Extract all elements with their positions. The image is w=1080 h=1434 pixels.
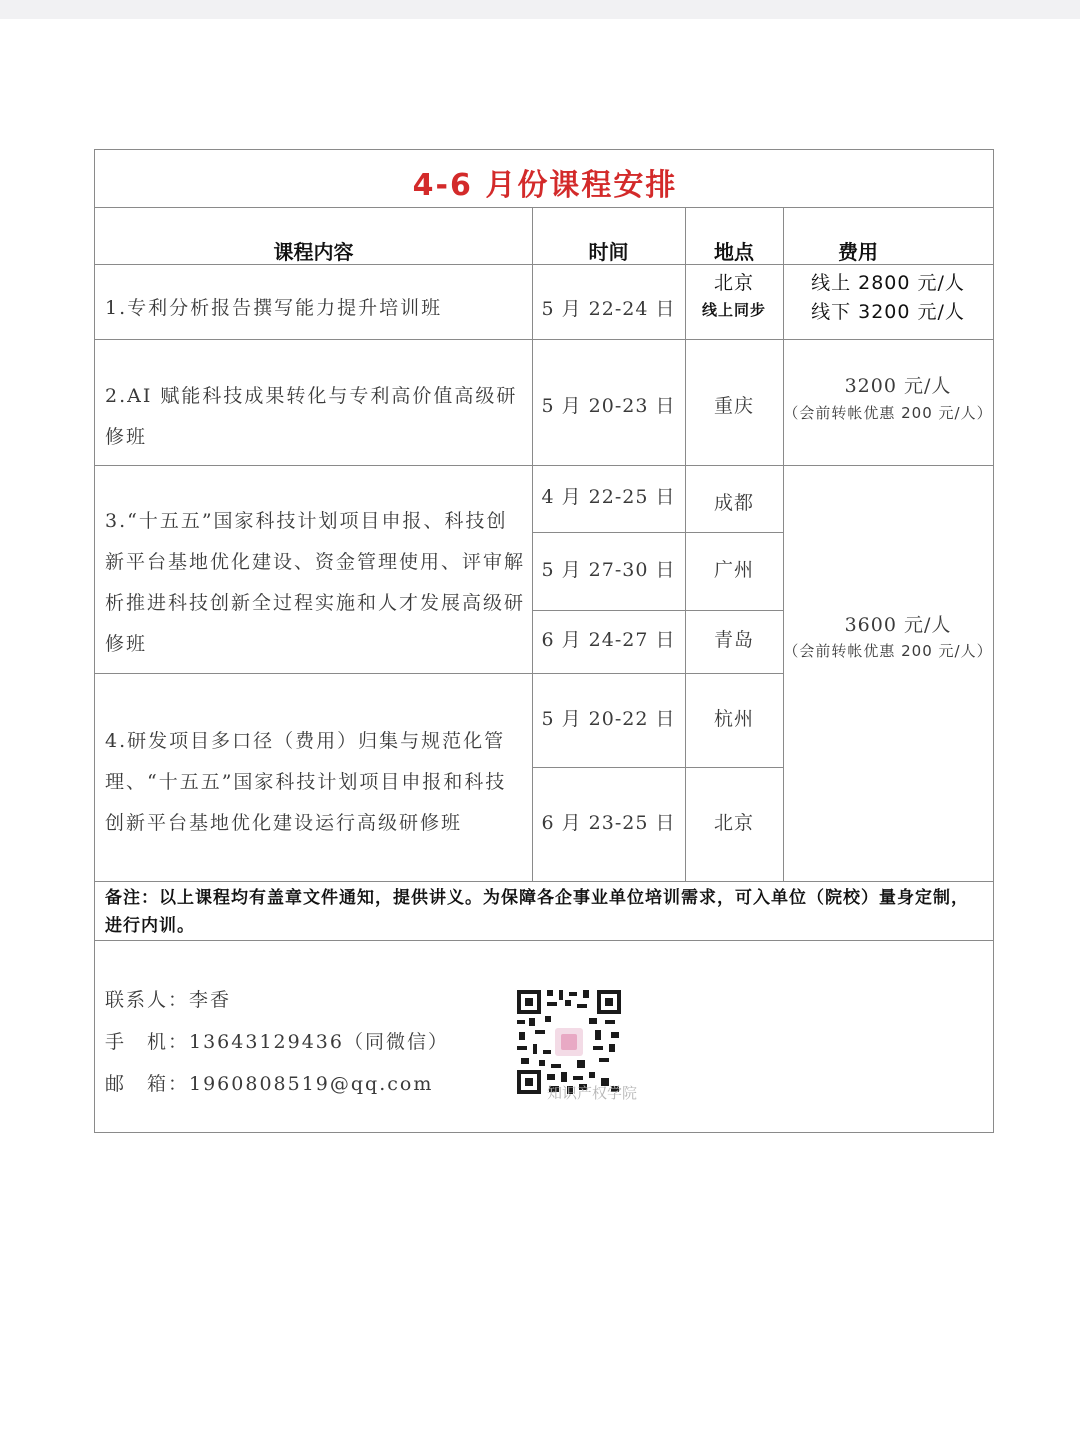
rule	[532, 767, 783, 768]
course-4-session-1-location: 杭州	[713, 708, 754, 730]
course-1-time: 5 月 22-24 日	[541, 298, 676, 320]
course-4-session-2-location: 北京	[713, 812, 754, 834]
course-1-location: 北京	[713, 272, 754, 294]
header-content: 课程内容	[273, 240, 354, 264]
course-1-location-note: 线上同步	[701, 301, 766, 319]
remark-note: 备注：以上课程均有盖章文件通知，提供讲义。为保障各企事业单位培训需求，可入单位（院校）量身定制，进行内训。	[105, 888, 969, 936]
course-2-fee-note: （会前转帐优惠 200 元/人）	[783, 404, 993, 422]
course-4-session-2-time: 6 月 23-25 日	[541, 812, 676, 834]
course-3-session-2-time: 5 月 27-30 日	[541, 559, 676, 581]
rule	[532, 610, 783, 611]
page-title: 4-6 月份课程安排	[412, 168, 678, 203]
course-1-fee-online: 线上 2800 元/人	[811, 272, 965, 294]
course-3-session-3-time: 6 月 24-27 日	[541, 629, 676, 651]
rule	[95, 940, 993, 941]
course-4-name: 4.研发项目多口径（费用）归集与规范化管理、“十五五”国家科技计划项目申报和科技创新平台基地优化建设运行高级研修班	[105, 730, 507, 834]
watermark-text: 知识产权学院	[547, 1084, 638, 1102]
course-2-fee: 3200 元/人	[844, 375, 952, 397]
rule	[95, 465, 993, 466]
shared-fee: 3600 元/人	[844, 614, 952, 636]
qr-code-icon[interactable]	[515, 988, 623, 1096]
course-2-time: 5 月 20-23 日	[541, 395, 676, 417]
rule	[95, 339, 993, 340]
top-status-bar	[0, 0, 1080, 19]
course-1-name: 1.专利分析报告撰写能力提升培训班	[105, 297, 443, 319]
course-3-session-1-time: 4 月 22-25 日	[541, 486, 676, 508]
shared-fee-note: （会前转帐优惠 200 元/人）	[783, 642, 993, 660]
course-schedule-table	[94, 149, 994, 1133]
contact-phone: 手 机：13643129436（同微信）	[105, 1031, 449, 1053]
header-time: 时间	[588, 240, 629, 264]
header-fee: 费用	[838, 240, 878, 264]
course-3-session-2-location: 广州	[713, 559, 754, 581]
contact-person: 联系人：李香	[105, 989, 232, 1011]
course-1-fee-offline: 线下 3200 元/人	[811, 301, 965, 323]
header-location: 地点	[714, 240, 754, 264]
rule	[95, 207, 993, 208]
course-2-name: 2.AI 赋能科技成果转化与专利高价值高级研修班	[105, 385, 518, 448]
rule	[532, 532, 783, 533]
course-4-session-1-time: 5 月 20-22 日	[541, 708, 676, 730]
course-3-session-3-location: 青岛	[713, 629, 754, 651]
course-3-session-1-location: 成都	[713, 492, 754, 514]
rule	[95, 881, 993, 882]
course-2-location: 重庆	[713, 395, 754, 417]
course-3-name: 3.“十五五”国家科技计划项目申报、科技创新平台基地优化建设、资金管理使用、评审解析推进科技创新全过程实施和人才发展高级研修班	[105, 510, 526, 655]
contact-email: 邮 箱：1960808519@qq.com	[105, 1073, 434, 1095]
rule	[95, 673, 783, 674]
